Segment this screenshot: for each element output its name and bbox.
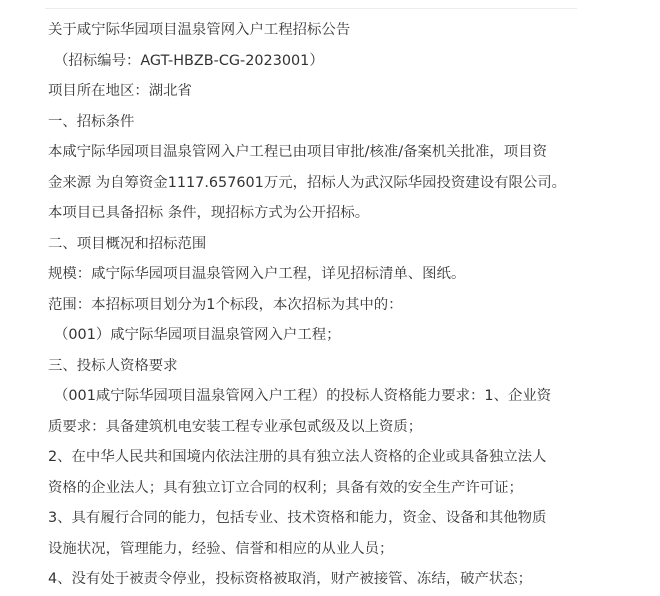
paragraph-line: 规模：咸宁际华园项目温泉管网入户工程，详见招标清单、图纸。 xyxy=(48,266,466,282)
top-divider xyxy=(45,8,577,9)
paragraph-line: （001咸宁际华园项目温泉管网入户工程）的投标人资格能力要求：1、企业资 xyxy=(54,388,552,404)
paragraph-line: 质要求：具备建筑机电安装工程专业承包贰级及以上资质； xyxy=(48,418,423,435)
paragraph-line: 4、没有处于被责令停业，投标资格被取消，财产被接管、冻结，破产状态； xyxy=(48,571,533,587)
notice-body xyxy=(48,15,608,595)
paragraph-line: 3、具有履行合同的能力，包括专业、技术资格和能力，资金、设备和其他物质 xyxy=(48,510,547,526)
project-region: 项目所在地区：湖北省 xyxy=(48,83,192,99)
section-heading-bidder-qualifications: 三、投标人资格要求 xyxy=(48,357,178,374)
tender-number: （招标编号：AGT-HBZB-CG-2023001） xyxy=(54,52,324,69)
paragraph-line: 本咸宁际华园项目温泉管网入户工程已由项目审批/核准/备案机关批准，项目资 xyxy=(48,144,547,160)
paragraph-line: 资格的企业法人；具有独立订立合同的权利；具备有效的安全生产许可证； xyxy=(48,479,523,496)
section-heading-tender-conditions: 一、招标条件 xyxy=(48,113,135,130)
notice-title: 关于咸宁际华园项目温泉管网入户工程招标公告 xyxy=(48,22,351,38)
section-heading-project-overview: 二、项目概况和招标范围 xyxy=(48,235,207,252)
paragraph-line: 本项目已具备招标 条件，现招标方式为公开招标。 xyxy=(48,205,370,221)
paragraph-line: 设施状况，管理能力，经验、信誉和相应的从业人员； xyxy=(48,540,394,557)
paragraph-line: 2、在中华人民共和国境内依法注册的具有独立法人资格的企业或具备独立法人 xyxy=(48,449,547,465)
lot-item: （001）咸宁际华园项目温泉管网入户工程； xyxy=(54,327,341,343)
paragraph-line: 范围：本招标项目划分为1个标段，本次招标为其中的： xyxy=(48,296,403,313)
paragraph-line: 金来源 为自筹资金1117.657601万元，招标人为武汉际华园投资建设有限公司。 xyxy=(48,174,567,191)
